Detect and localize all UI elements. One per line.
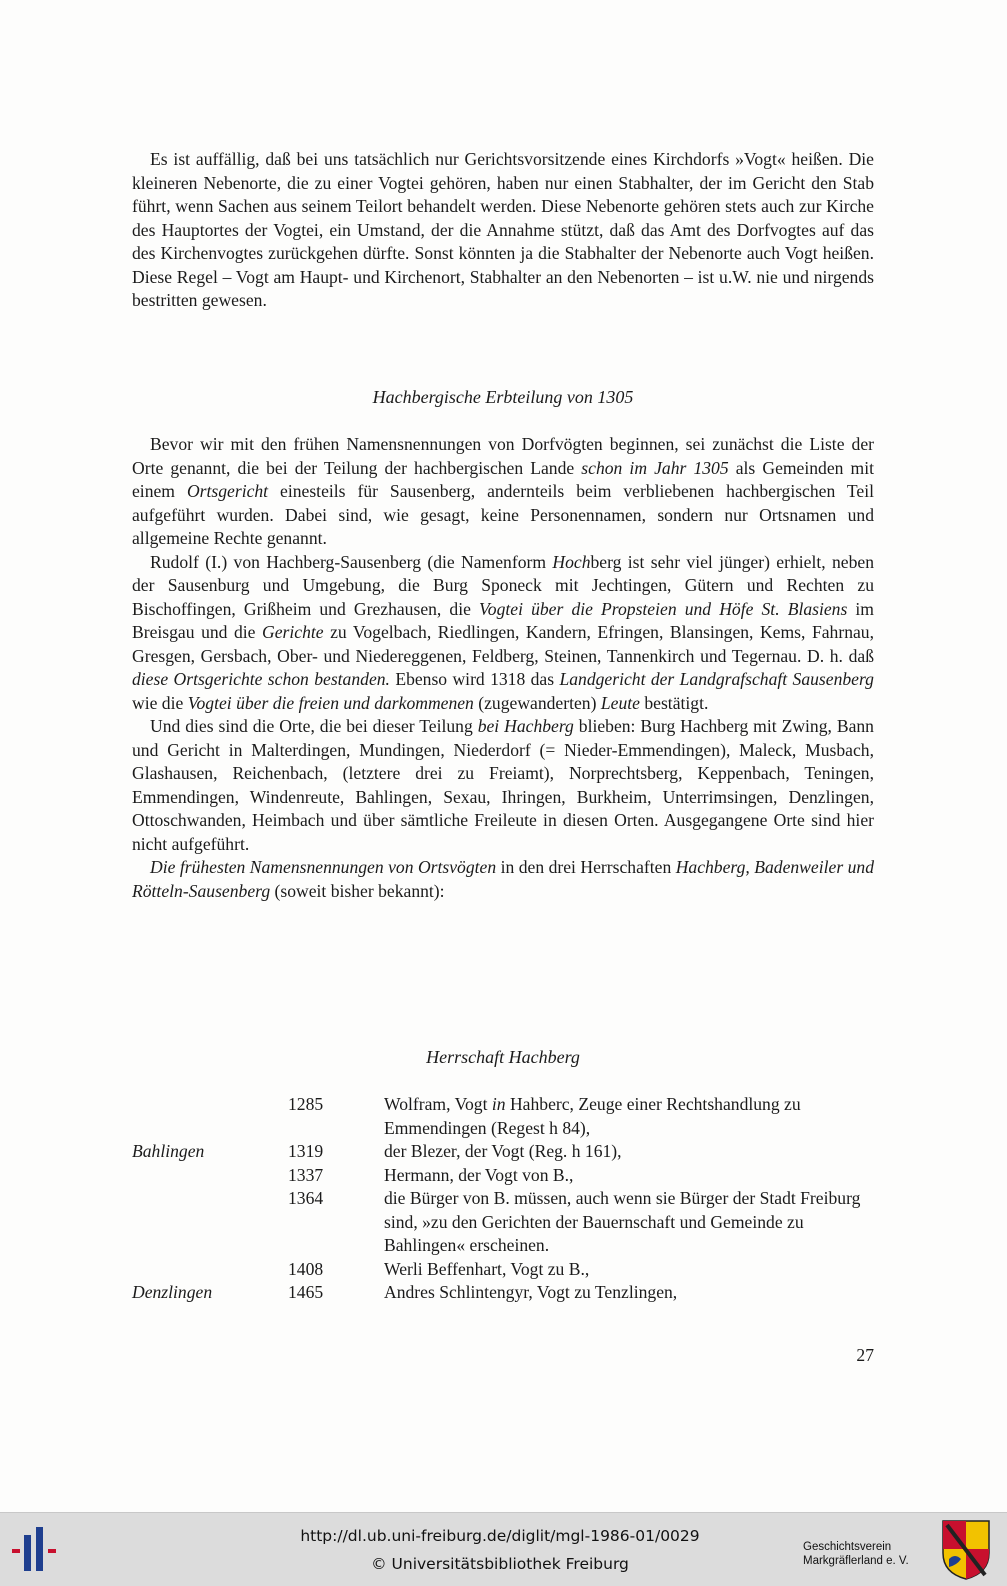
year: 1285 bbox=[288, 1094, 324, 1114]
entry-text: Werli Beffenhart, Vogt zu B., bbox=[384, 1258, 590, 1279]
main-text bbox=[132, 433, 874, 903]
entry-text: der Blezer, der Vogt (Reg. h 161), bbox=[384, 1141, 622, 1161]
list-row bbox=[132, 1187, 874, 1258]
year: 1465 bbox=[288, 1282, 324, 1302]
paragraph-4: Die frühesten Namensnennungen von Ortsvögten in den drei Herrschaften Hachberg, Badenweiler und Rötteln-Sausenberg (soweit bisher bekannt): bbox=[132, 857, 874, 901]
subheading-herrschaft: Herrschaft Hachberg bbox=[426, 1047, 580, 1067]
footer-copyright: © Universitätsbibliothek Freiburg bbox=[371, 1555, 629, 1573]
footer-bar bbox=[0, 1512, 1007, 1586]
place-name: Bahlingen bbox=[132, 1141, 205, 1161]
year: 1337 bbox=[288, 1164, 324, 1185]
entry-text: Andres Schlintengyr, Vogt zu Tenzlingen, bbox=[384, 1282, 678, 1302]
year: 1319 bbox=[288, 1141, 324, 1161]
intro-paragraph bbox=[132, 148, 874, 313]
list-row bbox=[132, 1258, 874, 1282]
entry-text: die Bürger von B. müssen, auch wenn sie Bürger der Stadt Freiburg sind, »zu den Gerichten der Bauernschaft und Gemeinde zu Bahlingen« erscheinen. bbox=[384, 1188, 861, 1255]
entry-text: Hermann, der Vogt von B., bbox=[384, 1164, 574, 1185]
page-number: 27 bbox=[856, 1345, 874, 1365]
list-row bbox=[132, 1164, 874, 1188]
society-line-2: Markgräflerland e. V. bbox=[803, 1555, 909, 1567]
university-library-logo-icon bbox=[10, 1523, 66, 1577]
paragraph-3: Und dies sind die Orte, die bei dieser Teilung bei Hachberg blieben: Burg Hachberg mit Zwing, Bann und Gericht in Malterdingen, Mundingen, Niederdorf (= Nieder-Emmendingen), Maleck, Musbach, Glashausen, Reichenbach, (letztere drei zu Freiamt), Norprechtsberg, Keppenbach, Teningen, Emmendingen, Windenreute, Bahlingen, Sexau, Ihringen, Burkheim, Unterrimsingen, Denzlingen, Ottoschwanden, Heimbach und über sämtliche Freileute in diesen Orten. Ausgegangene Orte sind hier nicht aufgeführt. bbox=[132, 716, 874, 854]
year: 1408 bbox=[288, 1258, 324, 1279]
list-row bbox=[132, 1093, 874, 1140]
section-heading: Hachbergische Erbteilung von 1305 bbox=[372, 387, 634, 407]
society-line-1: Geschichtsverein bbox=[803, 1541, 892, 1553]
vogt-list bbox=[132, 1093, 874, 1305]
year: 1364 bbox=[288, 1188, 324, 1208]
place-name: Denzlingen bbox=[132, 1282, 213, 1302]
paragraph-1: Bevor wir mit den frühen Namensnennungen von Dorfvögten beginnen, sei zunächst die Liste der Orte genannt, die bei der Teilung der hachbergischen Lande schon im Jahr 1305 als Gemeinden mit einem Ortsgericht einesteils für Sausenberg, andernteils beim verbliebenen hachbergischen Teil aufgeführt wurden. Dabei sind, wie gesagt, keine Personennamen, sondern nur Ortsnamen und allgemeine Rechte genannt. bbox=[132, 434, 875, 548]
paragraph-2: Rudolf (I.) von Hachberg-Sausenberg (die Namenform Hochberg ist sehr viel jünger) erhielt, neben der Sausenburg und Umgebung, die Burg Sponeck mit Jechtingen, Gütern und Rechten zu Bischoffingen, Grißheim und Grezhausen, die Vogtei über die Propsteien und Höfe St. Blasiens im Breisgau und die Gerichte zu Vogelbach, Riedlingen, Kandern, Efringen, Blansingen, Kems, Fahrnau, Gresgen, Gersbach, Ober- und Niedereggenen, Feldberg, Steinen, Tannenkirch und Tegernau. D. h. daß diese Ortsgerichte schon bestanden. Ebenso wird 1318 das Landgericht der Landgrafschaft Sausenberg wie die Vogtei über die freien und darkommenen (zugewanderten) Leute bestätigt. bbox=[132, 551, 874, 713]
footer-url-link[interactable]: http://dl.ub.uni-freiburg.de/diglit/mgl-1986-01/0029 bbox=[300, 1527, 700, 1545]
intro-text: Es ist auffällig, daß bei uns tatsächlich nur Gerichtsvorsitzende eines Kirchdorfs »Vogt« heißen. Die kleineren Nebenorte, die zu einer Vogtei gehören, haben nur einen Stabhalter, der im Gericht den Stab führt, wenn Sachen aus seinem Teilort behandelt werden. Diese Nebenorte gehören stets auch zur Kirche des Hauptortes der Vogtei, ein Umstand, der die Annahme stützt, daß das Amt des Dorfvogtes auf das des Kirchenvogtes zurückgehen dürfte. Sonst könnten ja die Stabhalter der Nebenorte auch Vogt heißen. Diese Regel – Vogt am Haupt- und Kirchenort, Stabhalter an den Nebenorten – ist u.W. nie und nirgends bestritten gewesen. bbox=[132, 149, 874, 310]
society-name bbox=[803, 1540, 933, 1568]
entry-text: Wolfram, Vogt in Hahberc, Zeuge einer Rechtshandlung zu Emmendingen (Regest h 84), bbox=[384, 1094, 801, 1138]
list-row bbox=[132, 1281, 874, 1305]
list-row bbox=[132, 1140, 874, 1164]
coat-of-arms-icon bbox=[941, 1519, 991, 1581]
